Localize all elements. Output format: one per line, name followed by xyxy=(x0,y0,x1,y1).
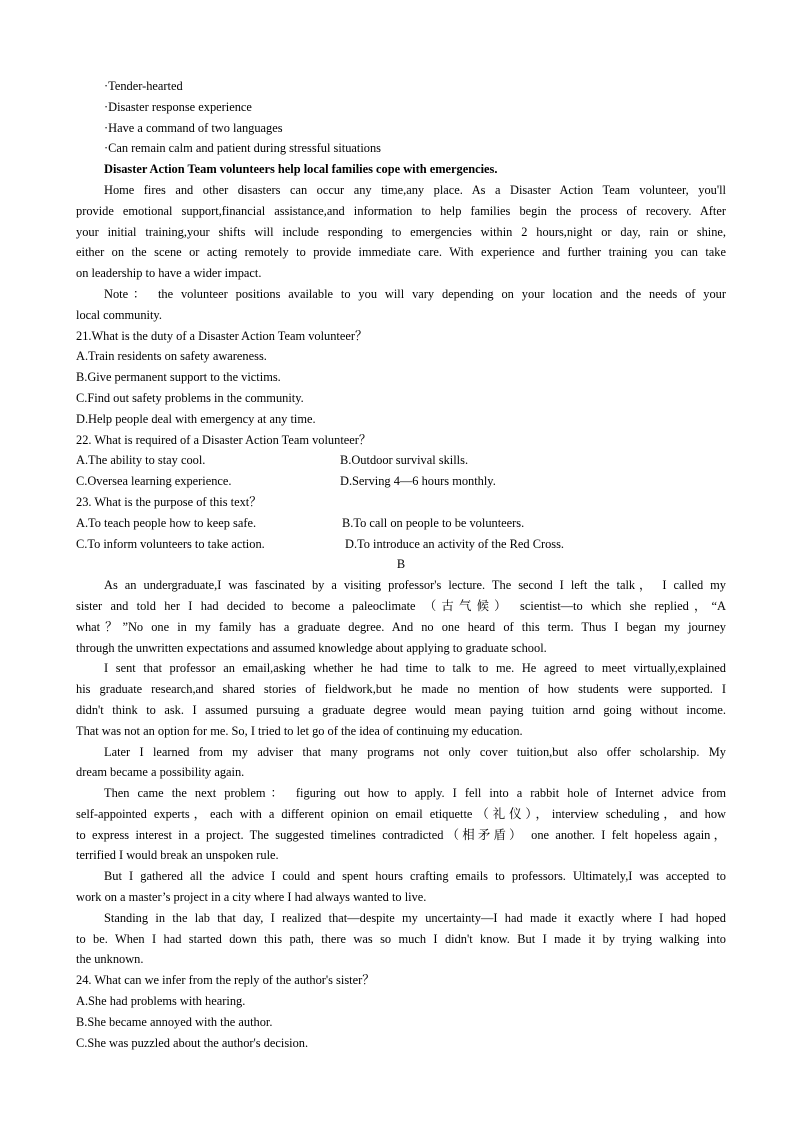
text-line: to express interest in a project. The suggested timelines contradicted（相矛盾） one another. I felt hopeless again， xyxy=(76,827,726,842)
question-stem: 24. What can we infer from the reply of the author's sister？ xyxy=(76,973,375,988)
text-line: didn't think to ask. I assumed pursuing a graduate degree would mean paying tuition arnd going without income. xyxy=(76,702,726,717)
paragraph xyxy=(76,658,726,741)
option-row xyxy=(76,534,726,555)
paragraph xyxy=(76,783,726,866)
question-21 xyxy=(76,326,726,430)
text-line: the unknown. xyxy=(76,952,144,967)
question-24 xyxy=(76,970,726,1053)
option: A.She had problems with hearing. xyxy=(76,994,246,1009)
option: B.Give permanent support to the victims. xyxy=(76,370,281,385)
list-item: ·Have a command of two languages xyxy=(104,120,283,135)
option-row xyxy=(76,450,726,471)
passage-b xyxy=(76,575,726,970)
option: B.To call on people to be volunteers. xyxy=(342,515,525,530)
text-line: Home fires and other disasters can occur any time,any place. As a Disaster Action Team volunteer, you'll xyxy=(104,182,726,197)
option: C.To inform volunteers to take action. xyxy=(76,536,265,551)
text-line: Standing in the lab that day, I realized that—despite my uncertainty—I had made it exactly where I had hoped xyxy=(104,910,726,925)
text-line: But I gathered all the advice I could and spent hours crafting emails to professors. Ultimately,I was accepted to xyxy=(104,869,726,884)
text-line: on leadership to have a wider impact. xyxy=(76,266,262,281)
option: A.To teach people how to keep safe. xyxy=(76,515,257,530)
option: B.She became annoyed with the author. xyxy=(76,1014,273,1029)
text-line: self-appointed experts，each with a different opinion on email etiquette（礼仪），interview scheduling，and how xyxy=(76,806,726,821)
question-23 xyxy=(76,492,726,554)
document-body xyxy=(76,76,726,1053)
text-line: to be. When I had started down this path, there was so much I didn't know. But I made it by trying walking into xyxy=(76,931,726,946)
option: D.Serving 4—6 hours monthly. xyxy=(340,474,496,489)
text-line: what？”No one in my family has a graduate degree. And no one heard of this term. Thus I began my journey xyxy=(76,619,726,634)
option: A.Train residents on safety awareness. xyxy=(76,349,267,364)
question-stem: 21.What is the duty of a Disaster Action Team volunteer？ xyxy=(76,328,368,343)
option: B.Outdoor survival skills. xyxy=(340,453,469,468)
requirement-list xyxy=(76,76,726,159)
option: A.The ability to stay cool. xyxy=(76,453,206,468)
option: C.Oversea learning experience. xyxy=(76,474,232,489)
list-item: ·Tender-hearted xyxy=(104,79,183,93)
option-row xyxy=(76,471,726,492)
paragraph xyxy=(76,866,726,908)
note-paragraph xyxy=(76,284,726,326)
dat-paragraph xyxy=(76,180,726,284)
paragraph xyxy=(76,908,726,970)
option: C.She was puzzled about the author's decision. xyxy=(76,1035,309,1050)
text-line: your initial training,your shifts will include responding to emergencies within 2 hours,night or day, rain or shine, xyxy=(76,224,726,239)
text-line: I sent that professor an email,asking whether he had time to talk to me. He agreed to meet virtually,explained xyxy=(104,661,726,676)
text-line: Note： the volunteer positions available to you will vary depending on your location and the needs of your xyxy=(104,286,726,301)
text-line: Later I learned from my adviser that many programs not only cover tuition,but also offer scholarship. My xyxy=(104,744,726,759)
list-item: ·Can remain calm and patient during stressful situations xyxy=(104,141,382,156)
paragraph xyxy=(76,742,726,784)
text-line: Then came the next problem： figuring out how to apply. I fell into a rabbit hole of Internet advice from xyxy=(104,786,726,801)
text-line: That was not an option for me. So, I tried to let go of the idea of continuing my education. xyxy=(76,723,523,738)
text-line: his graduate research,and shared stories of fieldwork,but he made no mention of how students were supported. I xyxy=(76,682,726,697)
text-line: sister and told her I had decided to become a paleoclimate （古气候） scientist—to which she replied，“A xyxy=(76,598,726,613)
text-line: local community. xyxy=(76,307,162,322)
text-line: provide emotional support,financial assistance,and information to help families begin the process of recovery. After xyxy=(76,203,726,218)
text-line: dream became a possibility again. xyxy=(76,765,245,780)
text-line: either on the scene or acting remotely to provide immediate care. With experience and further training you can take xyxy=(76,245,726,260)
text-line: work on a master’s project in a city where I had always wanted to live. xyxy=(76,890,427,905)
question-stem: 23. What is the purpose of this text？ xyxy=(76,494,262,509)
question-stem: 22. What is required of a Disaster Action Team volunteer？ xyxy=(76,432,372,447)
text-line: through the unwritten expectations and assumed knowledge about applying to graduate school. xyxy=(76,640,547,655)
option: D.To introduce an activity of the Red Cross. xyxy=(345,536,565,551)
list-item: ·Disaster response experience xyxy=(104,99,252,114)
option: C.Find out safety problems in the community. xyxy=(76,390,304,405)
text-line: terrified I would break an unspoken rule. xyxy=(76,848,279,863)
section-heading: Disaster Action Team volunteers help local families cope with emergencies. xyxy=(104,162,498,177)
option: D.Help people deal with emergency at any time. xyxy=(76,411,316,426)
section-label: B xyxy=(396,557,406,572)
question-22 xyxy=(76,430,726,492)
text-line: As an undergraduate,I was fascinated by a visiting professor's lecture. The second I left the talk， I called my xyxy=(104,578,726,593)
option-row xyxy=(76,513,726,534)
paragraph xyxy=(76,575,726,658)
